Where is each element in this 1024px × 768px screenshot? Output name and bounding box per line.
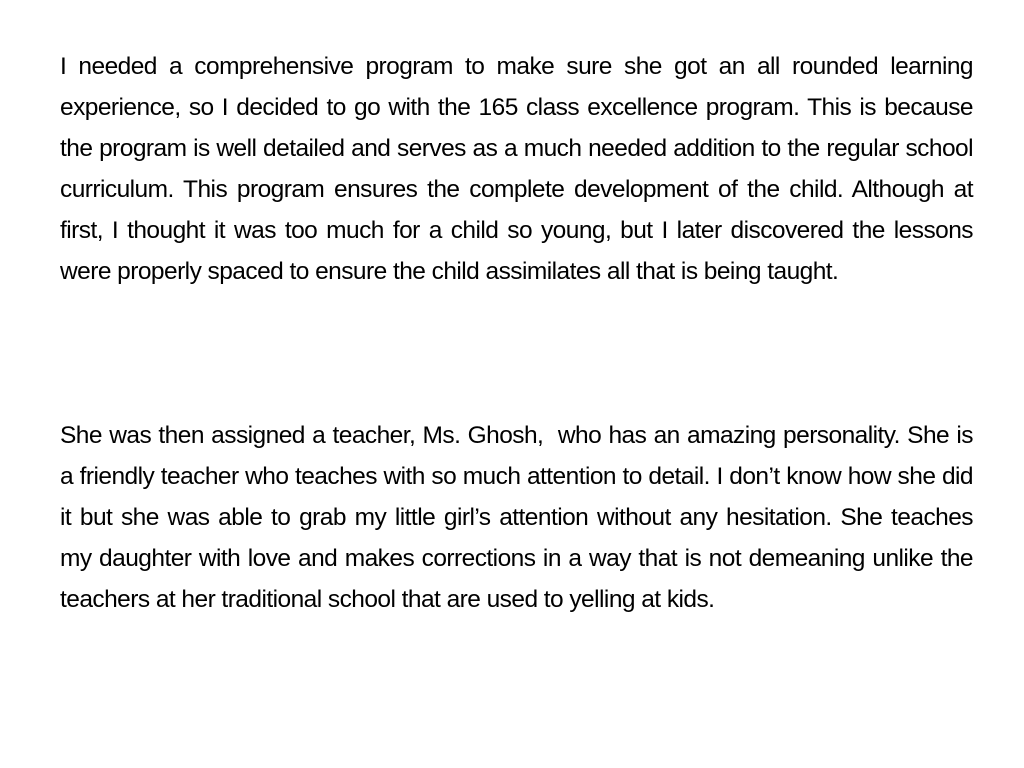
paragraph-teacher-description: She was then assigned a teacher, Ms. Ghosh, who has an amazing personality. She is a friendly teacher who teaches with so much attention to detail. I don’t know how she did it but she was able to grab my little girl’s attention without any hesitation. She teaches my daughter with love and makes corrections in a way that is not demeaning unlike the teachers at her traditional school that are used to yelling at kids. [60,422,980,613]
paragraph-program-choice: I needed a comprehensive program to make sure she got an all rounded learning experience, so I decided to go with the 165 class excellence program. This is because the program is well detailed and serves as a much needed addition to the regular school curriculum. This program ensures the complete development of the child. Although at first, I thought it was too much for a child so young, but I later discovered the lessons were properly spaced to ensure the child assimilates all that is being taught. [60,53,980,285]
